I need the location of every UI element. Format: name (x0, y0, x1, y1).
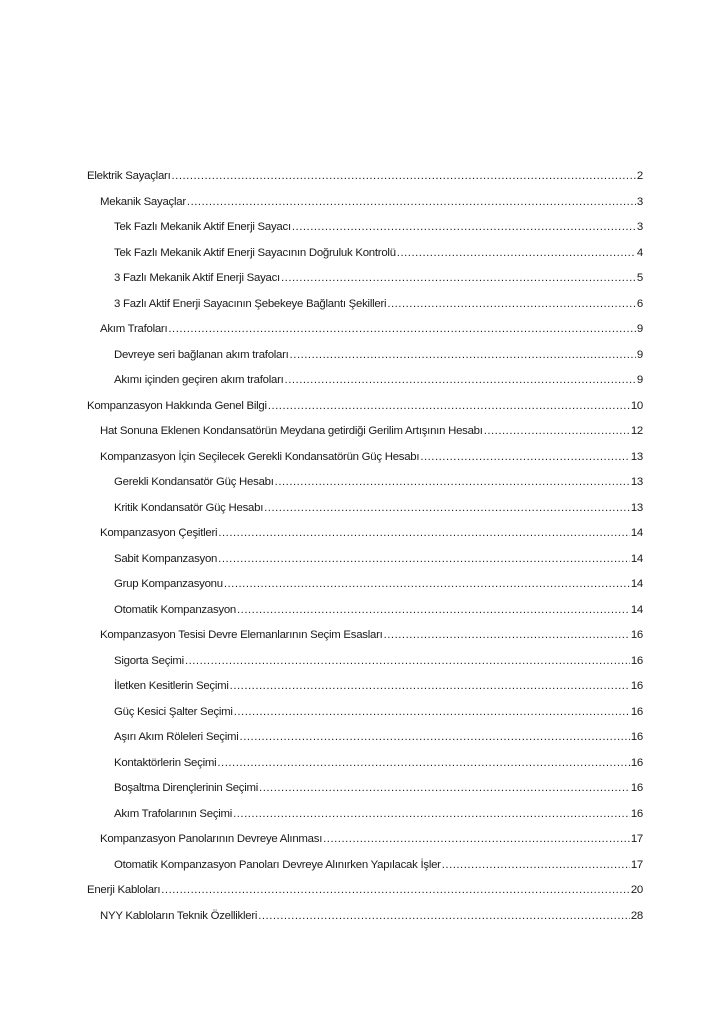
toc-dot-leader (397, 247, 636, 259)
toc-entry[interactable] (87, 298, 643, 324)
toc-dot-leader (387, 298, 636, 310)
toc-entry-page-number: 6 (636, 297, 643, 310)
toc-entry-page-number: 2 (636, 170, 643, 182)
toc-entry-page-number: 17 (630, 833, 643, 845)
toc-entry-page-number: 14 (630, 527, 643, 539)
toc-dot-leader (234, 706, 630, 718)
toc-dot-leader (420, 451, 630, 463)
toc-entry-title: Akımı içinden geçiren akım trafoları (114, 374, 284, 386)
toc-entry-title: Kompanzasyon İçin Seçilecek Gerekli Kondansatörün Güç Hesabı (100, 450, 420, 463)
toc-entry-page-number: 16 (630, 654, 643, 667)
toc-entry-page-number: 9 (636, 348, 643, 361)
toc-entry-page-number: 10 (630, 399, 643, 412)
toc-entry[interactable] (87, 400, 643, 426)
toc-entry[interactable] (87, 578, 643, 604)
toc-dot-leader (258, 910, 630, 922)
toc-entry-page-number: 16 (630, 807, 643, 820)
toc-entry-title: Sabit Kompanzasyon (114, 552, 218, 565)
toc-dot-leader (264, 502, 630, 514)
toc-entry-page-number: 13 (630, 450, 643, 463)
toc-entry-page-number: 14 (630, 552, 643, 565)
toc-dot-leader (240, 731, 630, 743)
toc-entry[interactable] (87, 323, 643, 349)
toc-dot-leader (224, 578, 630, 590)
toc-dot-leader (230, 680, 630, 692)
toc-entry-page-number: 3 (636, 221, 643, 233)
toc-entry[interactable] (87, 451, 643, 477)
toc-entry[interactable] (87, 884, 643, 910)
toc-dot-leader (292, 221, 636, 233)
toc-entry-title: Enerji Kabloları (87, 884, 161, 896)
toc-entry-page-number: 16 (630, 731, 643, 743)
toc-entry[interactable] (87, 731, 643, 757)
toc-entry-page-number: 16 (630, 629, 643, 641)
toc-dot-leader (442, 859, 630, 871)
toc-dot-leader (290, 349, 636, 361)
toc-dot-leader (218, 527, 630, 539)
toc-entry-title: Kontaktörlerin Seçimi (114, 756, 217, 769)
toc-entry[interactable] (87, 833, 643, 859)
toc-entry-page-number: 12 (630, 425, 643, 437)
toc-entry[interactable] (87, 374, 643, 400)
toc-dot-leader (384, 629, 630, 641)
toc-entry[interactable] (87, 502, 643, 528)
toc-dot-leader (323, 833, 630, 845)
toc-entry-page-number: 14 (630, 578, 643, 590)
toc-entry[interactable] (87, 655, 643, 681)
toc-entry-title: Aşırı Akım Röleleri Seçimi (114, 731, 239, 743)
toc-entry-page-number: 20 (630, 884, 643, 896)
toc-entry-page-number: 9 (636, 374, 643, 386)
toc-entry-title: Kompanzasyon Tesisi Devre Elemanlarının Seçim Esasları (100, 629, 383, 641)
toc-entry-title: NYY Kabloların Teknik Özellikleri (100, 909, 258, 922)
toc-dot-leader (168, 323, 636, 335)
toc-dot-leader (285, 374, 636, 386)
toc-dot-leader (237, 604, 630, 616)
toc-entry-title: Akım Trafolarının Seçimi (114, 807, 233, 820)
toc-entry[interactable] (87, 706, 643, 732)
toc-dot-leader (233, 808, 630, 820)
toc-dot-leader (484, 425, 630, 437)
toc-entry-page-number: 28 (630, 909, 643, 922)
toc-entry[interactable] (87, 859, 643, 885)
toc-entry-title: 3 Fazlı Mekanik Aktif Enerji Sayacı (114, 272, 280, 284)
toc-entry-page-number: 16 (630, 705, 643, 718)
toc-dot-leader (161, 884, 630, 896)
toc-entry[interactable] (87, 425, 643, 451)
toc-dot-leader (187, 196, 636, 208)
toc-entry[interactable] (87, 910, 643, 936)
toc-entry-title: Grup Kompanzasyonu (114, 578, 223, 590)
toc-entry[interactable] (87, 757, 643, 783)
toc-entry-title: Boşaltma Dirençlerinin Seçimi (114, 782, 259, 794)
toc-entry[interactable] (87, 680, 643, 706)
toc-entry[interactable] (87, 349, 643, 375)
toc-entry-title: Gerekli Kondansatör Güç Hesabı (114, 476, 274, 488)
toc-entry-title: Devreye seri bağlanan akım trafoları (114, 348, 289, 361)
table-of-contents (87, 170, 643, 935)
toc-entry[interactable] (87, 782, 643, 808)
toc-entry-title: Sigorta Seçimi (114, 654, 184, 667)
toc-dot-leader (185, 655, 630, 667)
toc-entry-title: Otomatik Kompanzasyon (114, 603, 237, 616)
toc-entry[interactable] (87, 196, 643, 222)
toc-entry-title: Hat Sonuna Eklenen Kondansatörün Meydana getirdiği Gerilim Artışının Hesabı (100, 425, 483, 437)
toc-entry[interactable] (87, 553, 643, 579)
toc-entry-title: Tek Fazlı Mekanik Aktif Enerji Sayacı (114, 221, 291, 233)
toc-dot-leader (172, 170, 636, 182)
toc-entry-title: Tek Fazlı Mekanik Aktif Enerji Sayacının Doğruluk Kontrolü (114, 246, 396, 259)
toc-entry-page-number: 16 (630, 756, 643, 769)
toc-entry-title: 3 Fazlı Aktif Enerji Sayacının Şebekeye Bağlantı Şekilleri (114, 297, 387, 310)
toc-entry[interactable] (87, 221, 643, 247)
toc-dot-leader (275, 476, 630, 488)
toc-entry-page-number: 17 (630, 858, 643, 871)
toc-entry-title: Kompanzasyon Panolarının Devreye Alınması (100, 833, 323, 845)
toc-entry-page-number: 13 (630, 501, 643, 514)
toc-entry-title: Akım Trafoları (100, 323, 168, 335)
toc-entry-title: Mekanik Sayaçlar (100, 195, 186, 208)
toc-entry-title: Kompanzasyon Hakkında Genel Bilgi (87, 399, 267, 412)
toc-entry[interactable] (87, 476, 643, 502)
toc-entry[interactable] (87, 527, 643, 553)
toc-entry-page-number: 4 (636, 246, 643, 259)
toc-entry-page-number: 3 (636, 195, 643, 208)
toc-entry-title: Elektrik Sayaçları (87, 170, 171, 182)
toc-entry-page-number: 16 (630, 680, 643, 692)
toc-entry[interactable] (87, 629, 643, 655)
toc-entry-page-number: 16 (630, 782, 643, 794)
toc-dot-leader (281, 272, 636, 284)
toc-entry[interactable] (87, 272, 643, 298)
toc-entry-page-number: 9 (636, 323, 643, 335)
toc-entry-page-number: 13 (630, 476, 643, 488)
toc-dot-leader (268, 400, 630, 412)
toc-entry[interactable] (87, 247, 643, 273)
toc-entry[interactable] (87, 604, 643, 630)
toc-entry[interactable] (87, 808, 643, 834)
toc-entry[interactable] (87, 170, 643, 196)
toc-entry-title: Otomatik Kompanzasyon Panoları Devreye Alınırken Yapılacak İşler (114, 858, 441, 871)
toc-dot-leader (218, 553, 630, 565)
toc-entry-title: Kompanzasyon Çeşitleri (100, 527, 218, 539)
toc-entry-title: Kritik Kondansatör Güç Hesabı (114, 501, 264, 514)
toc-dot-leader (217, 757, 629, 769)
toc-entry-title: Güç Kesici Şalter Seçimi (114, 705, 233, 718)
toc-entry-page-number: 14 (630, 603, 643, 616)
toc-entry-page-number: 5 (636, 272, 643, 284)
toc-entry-title: İletken Kesitlerin Seçimi (114, 680, 229, 692)
toc-dot-leader (259, 782, 630, 794)
